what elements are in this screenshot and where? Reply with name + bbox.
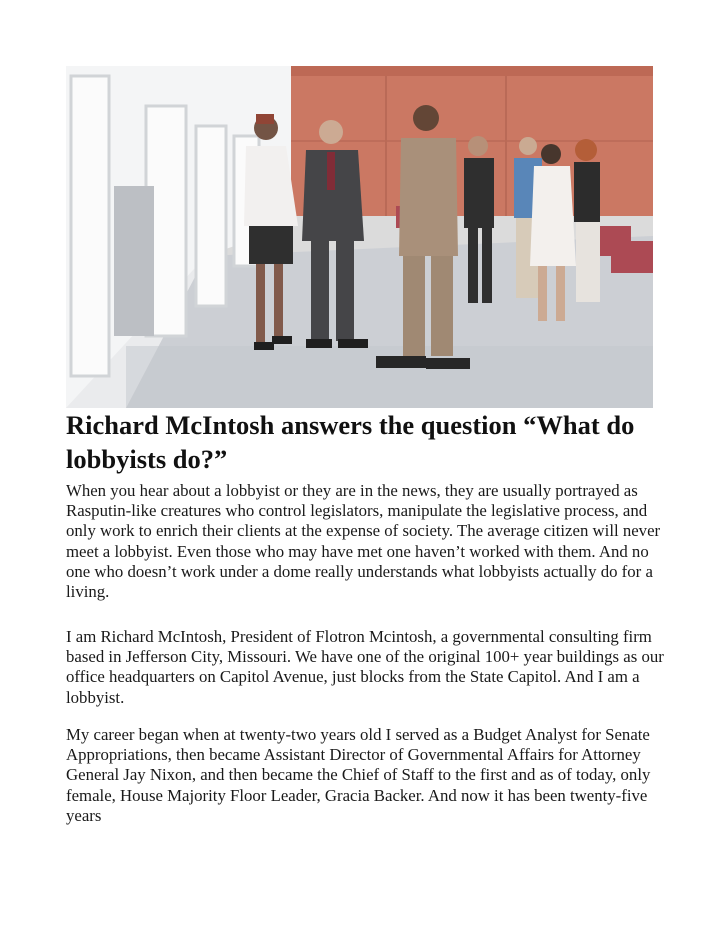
article-paragraph: My career began when at twenty-two years old I served as a Budget Analyst for Senate Appropriations, then became Assistant Director of Governmental Affairs for Attorney General Jay Nixon, and then became the Chief of Staff to the first and as of today, only female, House Majority Floor Leader, Gracia Backer. And now it has been twenty-five years [66,725,651,825]
article-paragraph: I am Richard McIntosh, President of Flotron Mcintosh, a governmental consulting firm based in Jefferson City, Missouri. We have one of the original 100+ year buildings as our office headquarters on Capitol Avenue, just blocks from the State Capitol. And I am a lobbyist. [66,627,664,707]
header-photo [66,66,653,408]
article-title: Richard McIntosh answers the question “What do lobbyists do?” [66,410,635,474]
article-paragraph: When you hear about a lobbyist or they are in the news, they are usually portrayed as Rasputin-like creatures who control legislators, manipulate the legislative process, and only work to enrich their clients at the expense of society. The average citizen will never meet a lobbyist. Even those who may have met one haven’t worked with them. And no one who doesn’t work under a dome really understands what lobbyists actually do for a living. [66,481,661,602]
networking-photo-illustration [66,66,653,408]
